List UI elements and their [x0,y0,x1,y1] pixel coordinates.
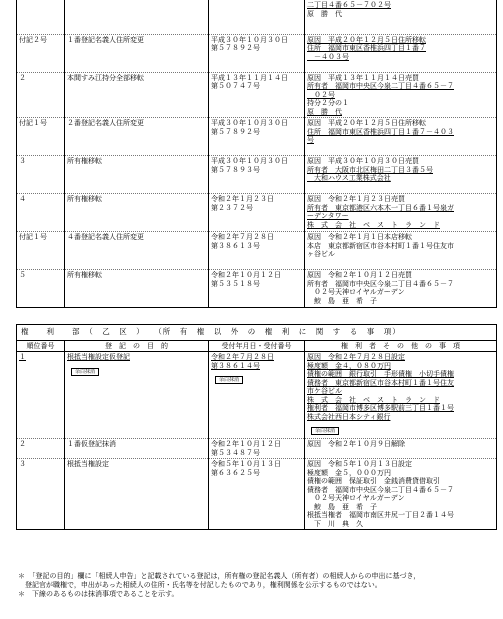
rank-number: １ [17,352,65,439]
table-row [17,194,497,232]
detail-line: 原因 令和２年１月１日本店移転 [307,233,412,241]
date-text: 令和２年７月２８日 第３８６１４号 [211,353,274,370]
reception-date: 平成３０年１０月３０日 第５７８９３号 [209,156,305,194]
detail-line: 所有者 大阪市北区梅田二丁目３番５号 [307,165,433,174]
detail-line: 所有者 福岡市中央区今泉二丁目４番６５－７ [307,279,454,288]
detail-line: 原因 令和２年１月２３日売買 [307,195,405,203]
detail-line: 根抵当権者 福岡市南区井尻一丁目２番１４号 [307,511,454,519]
holder-details [305,194,497,232]
purpose-text: １番仮登記抹消 [67,440,116,448]
header-date: 受付年月日・受付番号 [209,340,305,352]
detail-line: 大和ハウス工業株式会社 [307,174,391,182]
deletion-stamp: 余白抹消 [71,368,99,376]
reception-date [209,0,305,34]
detail-line: 債務者 東京都新宿区市谷本村町１番１号住友 [307,378,454,387]
reception-date: 令和２年７月２８日 第３８６１３号 [209,232,305,270]
holder-details [305,118,497,156]
holder-details [305,459,497,530]
footnote-line: ＊ 下線のあるものは抹消事項であることを示す。 [18,590,179,598]
table-row [17,118,497,156]
detail-line: 原因 平成１３年１１月１４日売買 [307,73,419,82]
reception-date: 平成３０年１０月３０日 第５７８９２号 [209,34,305,72]
rank-number: ２ [17,439,65,459]
detail-line: 原 勝 代 [307,9,342,18]
table-row [17,232,497,270]
registration-purpose [65,439,209,459]
header-details: 権 利 者 そ の 他 の 事 項 [305,340,497,352]
purpose-text: 根抵当権設定 [67,460,109,468]
rank-number: ３ [17,459,65,530]
holder-details [305,270,497,308]
reception-date [209,459,305,530]
detail-line: 極度額 金５，０００万円 [307,468,391,477]
registration-purpose: ２番登記名義人住所変更 [65,118,209,156]
purpose-text: 根抵当権設定仮登記 [67,353,130,361]
detail-line: 原因 令和２年７月２８日設定 [307,353,405,361]
rank-number: ３ [17,156,65,194]
reception-date: 平成３０年１０月３０日 第５７８９２号 [209,118,305,156]
detail-line: ０２号 [307,90,335,99]
holder-details [305,0,497,34]
ownership-section-table [16,0,497,308]
deletion-stamp: 余白抹消 [311,427,339,435]
detail-line: ０２号天神ロイヤルガーデン [307,288,405,296]
table-row [17,459,497,530]
footnotes [18,572,496,599]
registration-purpose: 所有権移転 [65,270,209,308]
detail-line: 債務者 福岡市中央区今泉二丁目４番６５－７ [307,485,454,494]
registration-purpose [65,352,209,439]
table-row [17,72,497,118]
rank-number: ５ [17,270,65,308]
rank-number: 付記２号 [17,34,65,72]
detail-line: 原 勝 代 [307,107,342,116]
table-row [17,439,497,459]
rank-number [17,0,65,34]
detail-line: 本店 東京都新宿区市谷本村町１番１号住友市 [307,241,454,250]
reception-date: 令和２年１０月１２日 第５３５１８号 [209,270,305,308]
registration-purpose: 本間すみ江持分全部移転 [65,72,209,118]
footnote-line: ＊ 「登記の目的」欄に「相続人申告」と記載されている登記は，所有権の登記名義人（所有者）の相続人からの申出に基づき， [18,572,421,580]
table-row [17,352,497,439]
detail-line: 市ケ谷ビル [307,387,342,395]
holder-details [305,232,497,270]
rank-number: 付記１号 [17,232,65,270]
detail-line: 住所 福岡市東区香椎浜四丁目１番７－４０３ [307,127,454,136]
detail-line: 原因 平成２０年１２月５日住所移転 [307,35,426,44]
detail-line: 原因 令和２年１０月１２日売買 [307,271,412,279]
detail-line: 住所 福岡市東区香椎浜四丁目１番７ [307,44,426,52]
table-row [17,34,497,72]
reception-date: 令和２年１月２３日 第２３７２号 [209,194,305,232]
detail-line: 原因 平成３０年１０月３０日売買 [307,157,419,165]
detail-line: 所有者 福岡市中央区今泉二丁目４番６５－７ [307,82,454,90]
registration-purpose: １番登記名義人住所変更 [65,34,209,72]
table-row [17,270,497,308]
date-text: 令和５年１０月１３日 第６３６２５号 [211,460,281,477]
registration-purpose: ４番登記名義人住所変更 [65,232,209,270]
rank-number: 付記１号 [17,118,65,156]
registration-purpose [65,0,209,34]
registration-purpose: 所有権移転 [65,194,209,232]
detail-line: 下 川 典 久 [307,519,363,528]
detail-line: 二丁目４番６５－７０２号 [307,1,391,9]
holder-details [305,156,497,194]
detail-line: 持分２分の１ [307,99,349,107]
table-row [17,0,497,34]
footnote-line: 登記官が職権で，申出があった相続人の住所・氏名等を付記したものであり，権利関係を公示するものではない。 [18,581,382,589]
reception-date [209,352,305,439]
detail-line: 権利者 福岡市博多区博多駅前三丁目１番１号 [307,404,454,412]
detail-line: 鮫 島 亜 希 子 [307,296,377,305]
detail-line: ヶ谷ビル [307,250,335,258]
holder-details [305,352,497,439]
detail-line: 原因 平成２０年１２月５日住所移転 [307,119,426,127]
rank-number: ２ [17,72,65,118]
detail-line: 鮫 島 亜 希 子 [307,502,377,511]
registration-purpose: 所有権移転 [65,156,209,194]
detail-line: 株 式 会 社 ベ ス ト ラ ン ド [307,220,440,229]
detail-line: ーデンタワー [307,212,349,220]
reception-date: 平成１３年１１月１４日 第５０７４７号 [209,72,305,118]
holder-details [305,439,497,459]
header-purpose: 登 記 の 目 的 [65,340,209,352]
detail-line: 極度額 金４，０８０万円 [307,361,391,370]
table-row [17,156,497,194]
detail-line: －４０３号 [307,52,349,61]
detail-line: 号 [307,136,314,144]
section-title: 権 利 部 （ 乙 区 ） （所 有 権 以 外 の 権 利 に 関 す る 事 項） [21,327,401,336]
holder-details [305,72,497,118]
detail-line: 所有者 東京都港区六本木一丁目６番１号泉ガ [307,203,454,212]
deletion-stamp: 余白抹消 [215,376,243,384]
detail-line: 債権の範囲 保証取引 金銭消費貸借取引 [307,477,440,485]
registration-purpose [65,459,209,530]
detail-line: ０２号天神ロイヤルガーデン [307,494,405,502]
detail-line: 株 式 会 社 ベ ス ト ラ ン ド [307,395,440,404]
reception-date [209,439,305,459]
header-rank: 順位番号 [17,340,65,352]
detail-line: 株式会社西日本シティ銀行 [307,412,391,421]
detail-line: 原因 令和５年１０月１３日設定 [307,460,412,468]
detail-line: 債権の範囲 銀行取引 手形債権 小切手債権 [307,370,454,378]
rank-number: ４ [17,194,65,232]
date-text: 令和２年１０月１２日 第５３４８７号 [211,440,281,457]
holder-details [305,34,497,72]
detail-line: 原因 令和２年１０月９日解除 [307,440,405,448]
otsu-section-table [16,324,497,530]
